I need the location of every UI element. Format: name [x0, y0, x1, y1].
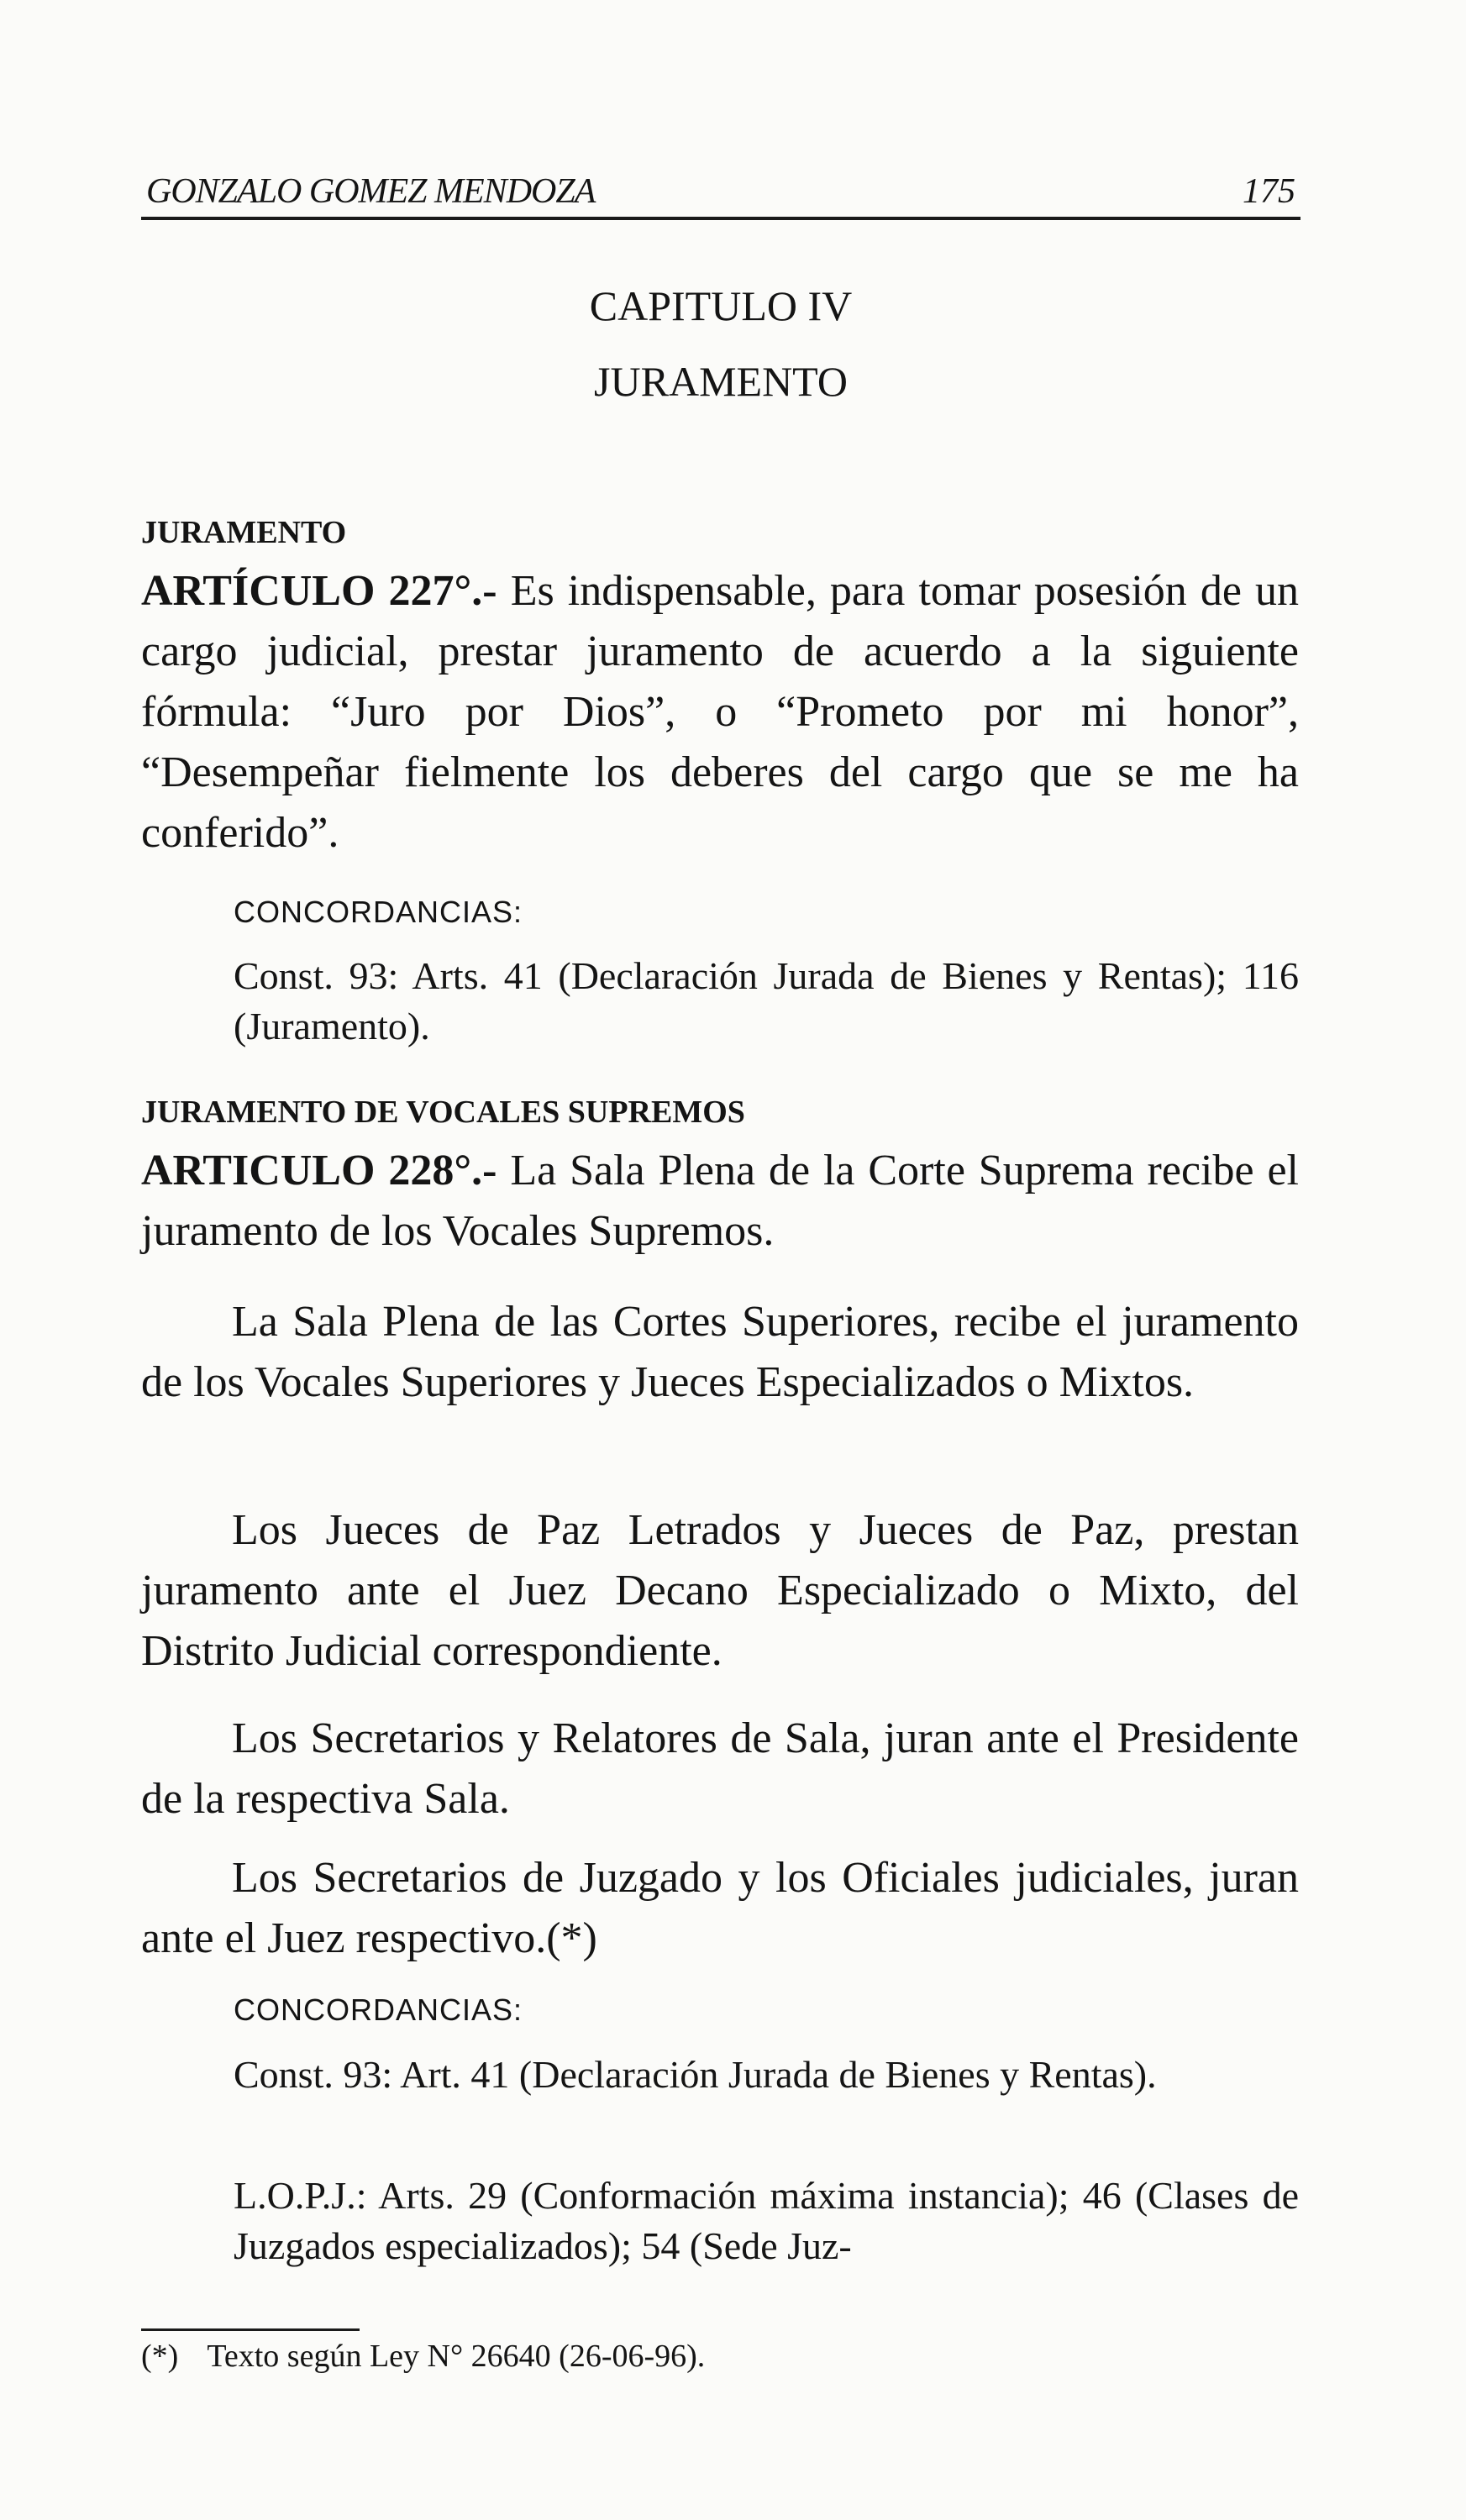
article-228-label: ARTICULO 228°.-	[141, 1147, 497, 1194]
concordancias-title-227: CONCORDANCIAS:	[234, 895, 523, 929]
concordancias-title-228: CONCORDANCIAS:	[234, 1992, 523, 2027]
chapter-number: CAPITULO IV	[589, 282, 853, 329]
chapter-title: JURAMENTO	[594, 358, 848, 405]
footnote-rule	[141, 2328, 360, 2331]
section-heading-juramento: JURAMENTO	[141, 515, 347, 550]
section-heading-vocales-supremos: JURAMENTO DE VOCALES SUPREMOS	[141, 1095, 745, 1130]
article-228-paragraph-5: Los Secretarios de Juzgado y los Oficiales judiciales, juran ante el Juez respectivo.(*)	[141, 1854, 1299, 1962]
article-227-label: ARTÍCULO 227°.-	[141, 567, 497, 615]
article-228-paragraph	[141, 1141, 1299, 1262]
article-228-text: La Sala Plena de la Corte Suprema recibe el juramento de los Vocales Supremos.	[141, 1147, 1299, 1255]
article-227-paragraph	[141, 561, 1299, 864]
article-228-paragraph-3: Los Jueces de Paz Letrados y Jueces de Paz, prestan juramento ante el Juez Decano Especializado o Mixto, del Distrito Judicial correspondiente.	[141, 1506, 1299, 1675]
article-227-text: Es indispensable, para tomar posesión de un cargo judicial, prestar juramento de acuerdo a la siguiente fórmula: “Juro por Dios”, o “Prometo por mi honor”, “Desempeñar fielmente los deberes del cargo que se me ha conferido”.	[141, 567, 1300, 857]
article-228-paragraph-4: Los Secretarios y Relatores de Sala, juran ante el Presidente de la respectiva Sala.	[141, 1714, 1299, 1823]
footnote-mark: (*)	[141, 2339, 179, 2374]
concordancia-228-1: Const. 93: Art. 41 (Declaración Jurada de Bienes y Rentas).	[234, 2053, 1157, 2096]
footnote	[141, 2335, 705, 2377]
header-author: GONZALO GOMEZ MENDOZA	[146, 172, 596, 211]
concordancia-227-1: Const. 93: Arts. 41 (Declaración Jurada de Bienes y Rentas); 116 (Juramento).	[234, 954, 1299, 1047]
article-228-paragraph-2: La Sala Plena de las Cortes Superiores, recibe el juramento de los Vocales Superiores y Jueces Especializados o Mixtos.	[141, 1298, 1299, 1406]
running-head	[141, 158, 1300, 220]
concordancia-228-2: L.O.P.J.: Arts. 29 (Conformación máxima instancia); 46 (Clases de Juzgados especializados); 54 (Sede Juz-	[234, 2174, 1299, 2267]
page-number: 175	[1243, 172, 1295, 211]
footnote-text: Texto según Ley N° 26640 (26-06-96).	[207, 2339, 706, 2374]
